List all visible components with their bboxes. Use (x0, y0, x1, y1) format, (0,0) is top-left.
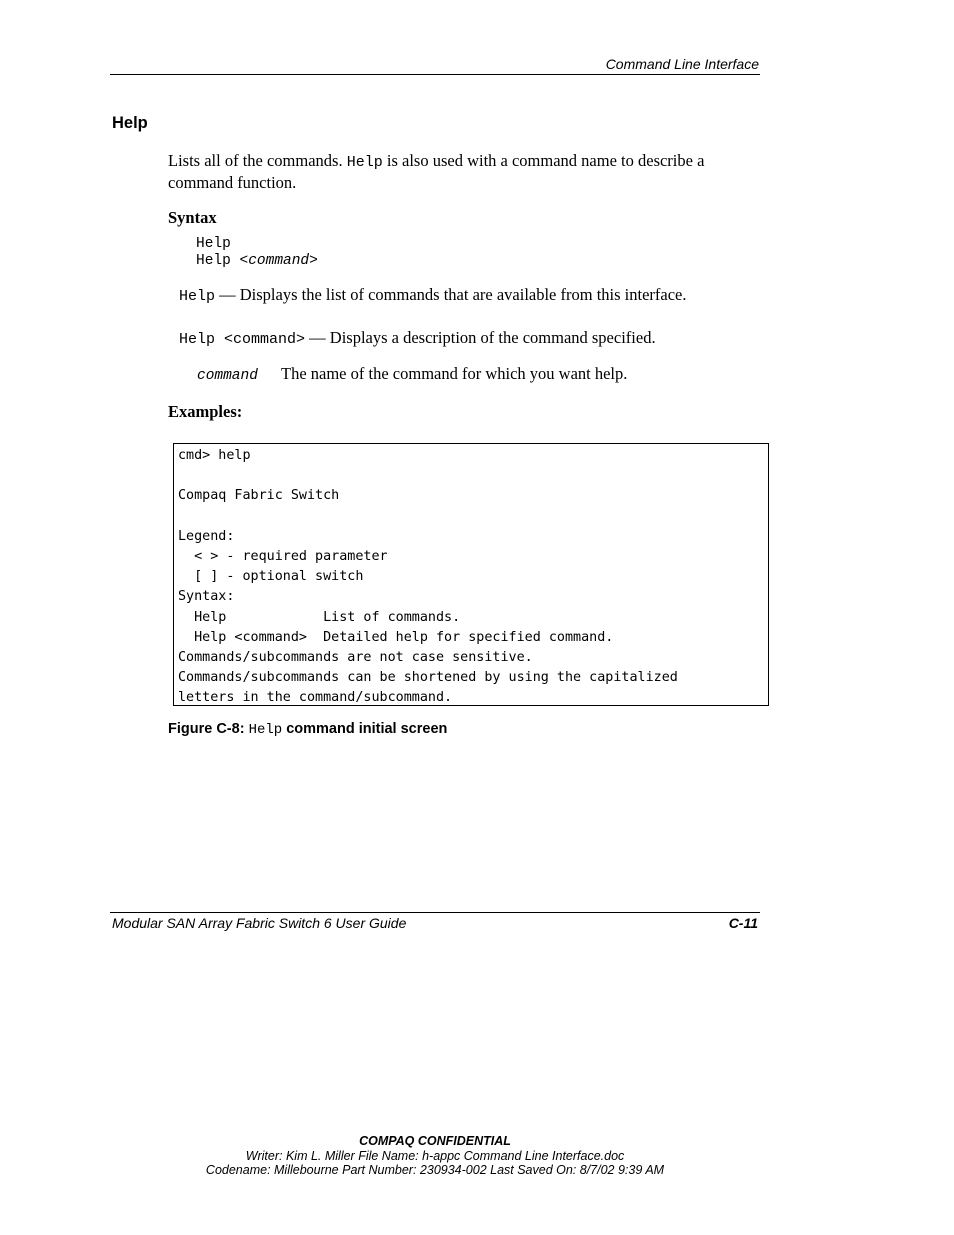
example-screen-text: cmd> help Compaq Fabric Switch Legend: < > - required parameter [ ] - optional switch Syntax: Help List of commands. Help <command> Detailed help for specified command. Commands/subcommands are not case sensitive. Commands/subcommands can be shortened by using the capitalized letters in the command/subcommand. (178, 448, 678, 706)
description-code: Help (346, 154, 383, 171)
footer-guide-title: Modular SAN Array Fabric Switch 6 User Guide (112, 915, 407, 931)
example-screen (173, 443, 769, 706)
definition-help-command-code: Help <command> (179, 331, 306, 348)
confidential-writer: Writer: Kim L. Miller File Name: h-appc Command Line Interface.doc (245, 1149, 625, 1163)
figure-code: Help (248, 722, 283, 738)
syntax-line-2-end: > (309, 253, 318, 269)
section-title: Help (112, 114, 148, 132)
syntax-line-2-arg: command (248, 253, 310, 269)
syntax-line-2 (196, 253, 318, 270)
confidential-label: COMPAQ CONFIDENTIAL (359, 1134, 511, 1148)
syntax-line-2-cmd: Help < (196, 253, 249, 269)
parameter-row (197, 364, 627, 384)
footer-page-number: C-11 (728, 915, 758, 931)
confidential-codename: Codename: Millebourne Part Number: 230934-002 Last Saved On: 8/7/02 9:39 AM (205, 1163, 665, 1177)
section-description (168, 151, 768, 192)
definition-help-text: — Displays the list of commands that are available from this interface. (215, 285, 687, 304)
syntax-heading: Syntax (168, 208, 217, 227)
figure-caption (168, 721, 447, 738)
header-rule (110, 74, 760, 75)
syntax-line-1: Help (196, 236, 231, 252)
parameter-name: command (197, 368, 258, 384)
syntax-definition-help-command (179, 328, 656, 348)
parameter-description: The name of the command for which you want help. (281, 364, 628, 383)
syntax-definition-help (179, 285, 687, 305)
examples-heading: Examples: (168, 402, 243, 421)
running-header: Command Line Interface (605, 56, 759, 72)
description-text-after: is also used with a command name to describe a command function. (168, 151, 705, 192)
definition-help-command-text: — Displays a description of the command specified. (305, 328, 656, 347)
figure-text: command initial screen (282, 721, 448, 737)
figure-label: Figure C-8: (168, 721, 249, 737)
footer-rule (110, 912, 760, 913)
description-text-before: Lists all of the commands. (168, 151, 347, 170)
definition-help-code: Help (179, 288, 216, 305)
